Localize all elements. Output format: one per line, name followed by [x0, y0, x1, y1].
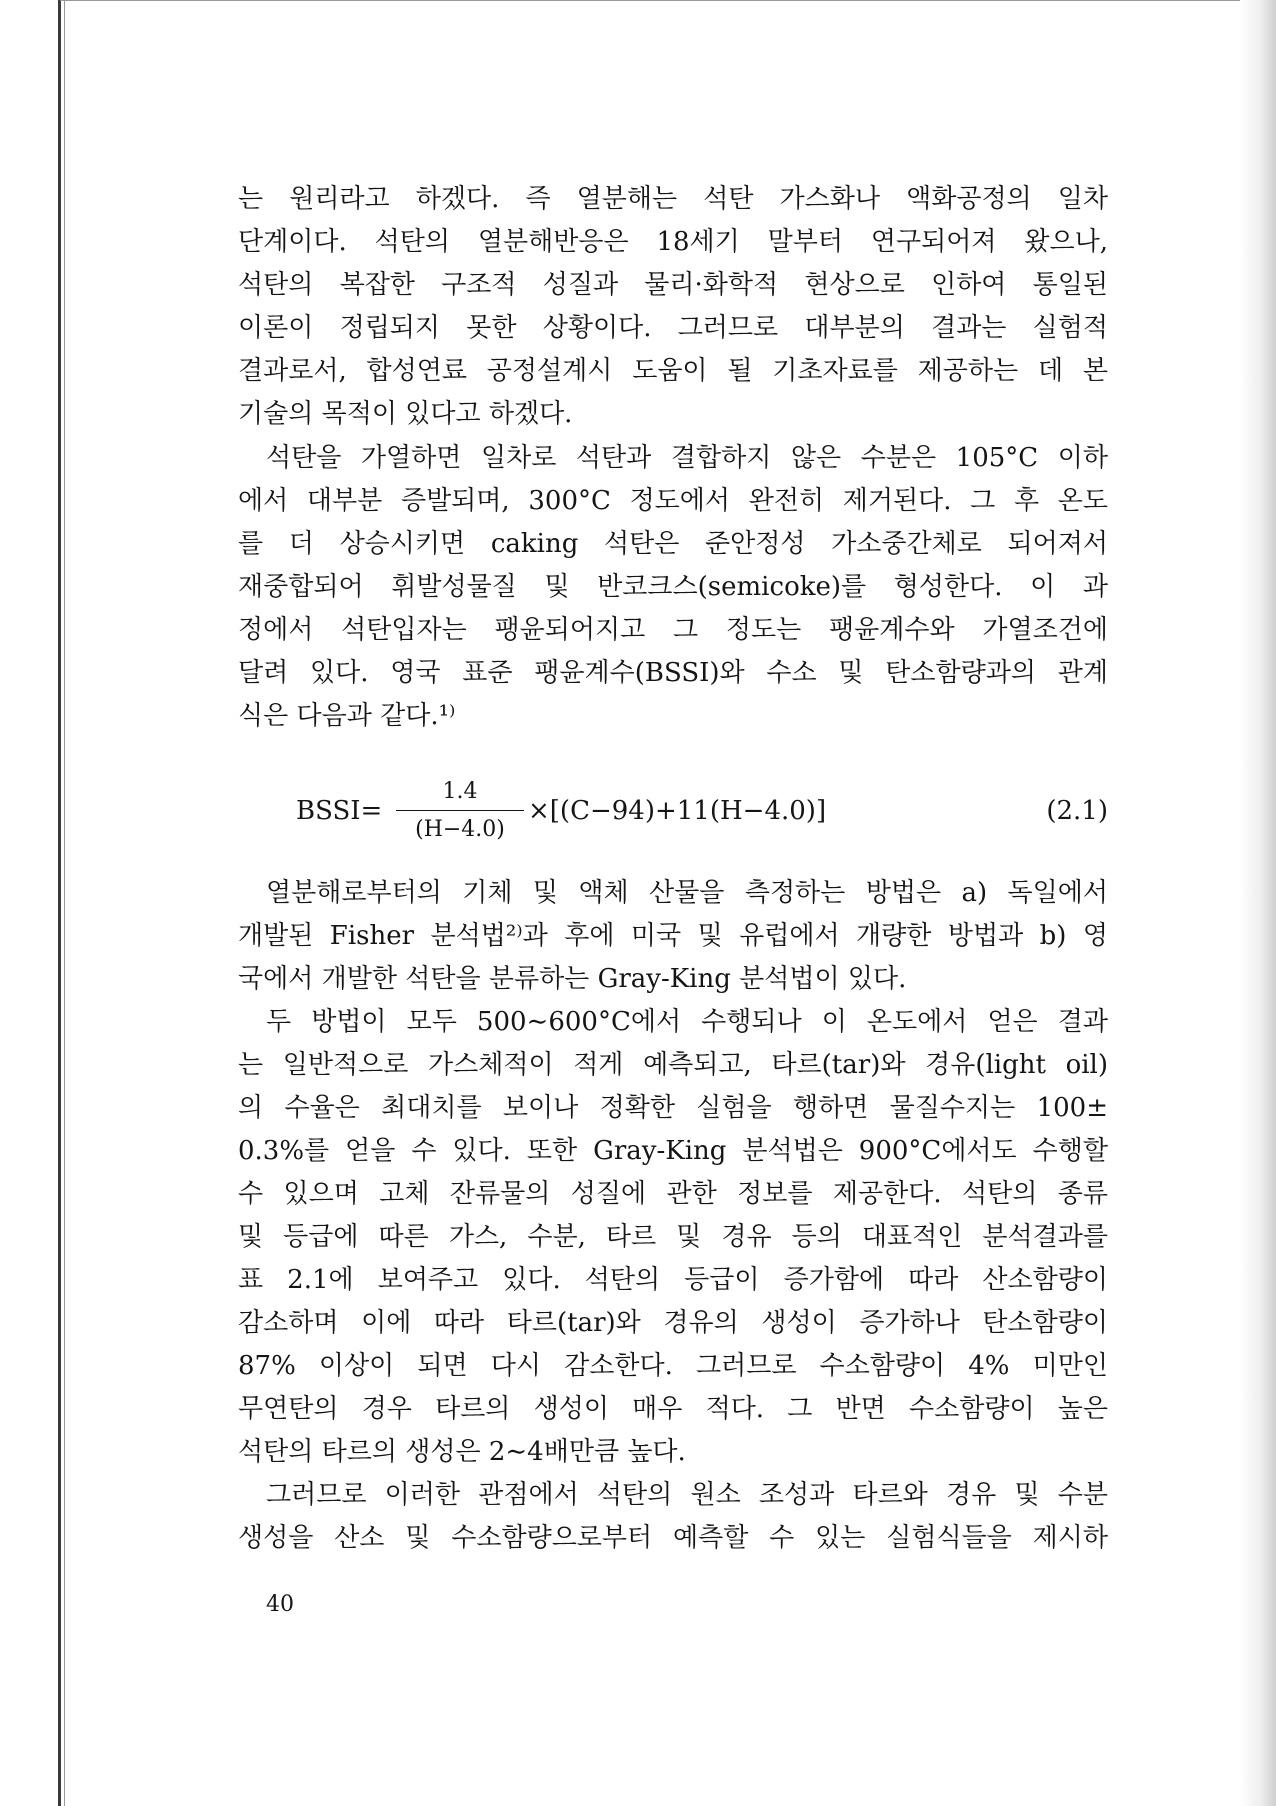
text-line: 개발된 Fisher 분석법²⁾과 후에 미국 및 유럽에서 개량한 방법과 b) 영 [238, 921, 1108, 951]
text-line: 정에서 석탄입자는 팽윤되어지고 그 정도는 팽윤계수와 가열조건에 [238, 615, 1108, 645]
text-line: 이론이 정립되지 못한 상황이다. 그러므로 대부분의 결과는 실험적 [238, 313, 1108, 343]
paragraph-5 [238, 1474, 1108, 1560]
text-line: 국에서 개발한 석탄을 분류하는 Gray-King 분석법이 있다. [238, 964, 907, 994]
text-line: 석탄을 가열하면 일차로 석탄과 결합하지 않은 수분은 105°C 이하 [266, 443, 1108, 473]
fraction-denominator: (H−4.0) [415, 817, 505, 842]
paragraph-1 [238, 178, 1108, 436]
page-number: 40 [266, 1592, 294, 1617]
page-edge-inner [64, 0, 65, 1806]
fraction-bar [396, 810, 524, 811]
equation-number: (2.1) [1046, 796, 1108, 826]
equation-lhs: BSSI= [296, 796, 383, 826]
text-line: 무연탄의 경우 타르의 생성이 매우 적다. 그 반면 수소함량이 높은 [238, 1394, 1108, 1424]
text-line: 생성을 산소 및 수소함량으로부터 예측할 수 있는 실험식들을 제시하 [238, 1523, 1108, 1553]
paragraph-3 [238, 872, 1108, 1001]
text-line: 를 더 상승시키면 caking 석탄은 준안정성 가소중간체로 되어져서 [238, 529, 1108, 559]
equation-2-1 [296, 778, 1108, 850]
text-line: 는 일반적으로 가스체적이 적게 예측되고, 타르(tar)와 경유(light oil) [238, 1050, 1108, 1080]
page-shadow-right [1240, 0, 1276, 1806]
text-line: 는 원리라고 하겠다. 즉 열분해는 석탄 가스화나 액화공정의 일차 [238, 184, 1108, 214]
text-line: 수 있으며 고체 잔류물의 성질에 관한 정보를 제공한다. 석탄의 종류 [238, 1179, 1108, 1209]
text-line: 및 등급에 따른 가스, 수분, 타르 및 경유 등의 대표적인 분석결과를 [238, 1222, 1108, 1252]
text-line: 의 수율은 최대치를 보이나 정확한 실험을 행하면 물질수지는 100± [238, 1093, 1108, 1123]
text-line: 에서 대부분 증발되며, 300°C 정도에서 완전히 제거된다. 그 후 온도 [238, 486, 1108, 516]
text-line: 두 방법이 모두 500∼600°C에서 수행되나 이 온도에서 얻은 결과 [266, 1007, 1108, 1037]
page-edge-top [60, 0, 1240, 5]
text-line: 단계이다. 석탄의 열분해반응은 18세기 말부터 연구되어져 왔으나, [238, 227, 1108, 257]
text-line: 감소하며 이에 따라 타르(tar)와 경유의 생성이 증가하나 탄소함량이 [238, 1308, 1108, 1338]
fraction-numerator: 1.4 [442, 779, 478, 804]
text-line: 기술의 목적이 있다고 하겠다. [238, 399, 573, 429]
text-line: 결과로서, 합성연료 공정설계시 도움이 될 기초자료를 제공하는 데 본 [238, 356, 1108, 386]
text-line: 석탄의 복잡한 구조적 성질과 물리·화학적 현상으로 인하여 통일된 [238, 270, 1108, 300]
text-line: 달려 있다. 영국 표준 팽윤계수(BSSI)와 수소 및 탄소함량과의 관계 [238, 658, 1108, 688]
equation-rhs: ×[(C−94)+11(H−4.0)] [528, 796, 827, 826]
text-line: 열분해로부터의 기체 및 액체 산물을 측정하는 방법은 a) 독일에서 [266, 878, 1108, 908]
equation-fraction [396, 778, 524, 850]
text-line: 0.3%를 얻을 수 있다. 또한 Gray-King 분석법은 900°C에서도 수행할 [238, 1136, 1108, 1166]
paragraph-4 [238, 1001, 1108, 1474]
text-line: 석탄의 타르의 생성은 2∼4배만큼 높다. [238, 1437, 686, 1467]
text-line: 재중합되어 휘발성물질 및 반코크스(semicoke)를 형성한다. 이 과 [238, 572, 1108, 602]
text-line: 표 2.1에 보여주고 있다. 석탄의 등급이 증가함에 따라 산소함량이 [238, 1265, 1108, 1295]
text-line: 식은 다음과 같다.¹⁾ [238, 701, 456, 731]
page-edge-left [58, 0, 61, 1806]
text-line: 그러므로 이러한 관점에서 석탄의 원소 조성과 타르와 경유 및 수분 [266, 1480, 1108, 1510]
text-line: 87% 이상이 되면 다시 감소한다. 그러므로 수소함량이 4% 미만인 [238, 1351, 1108, 1381]
paragraph-2 [238, 437, 1108, 738]
